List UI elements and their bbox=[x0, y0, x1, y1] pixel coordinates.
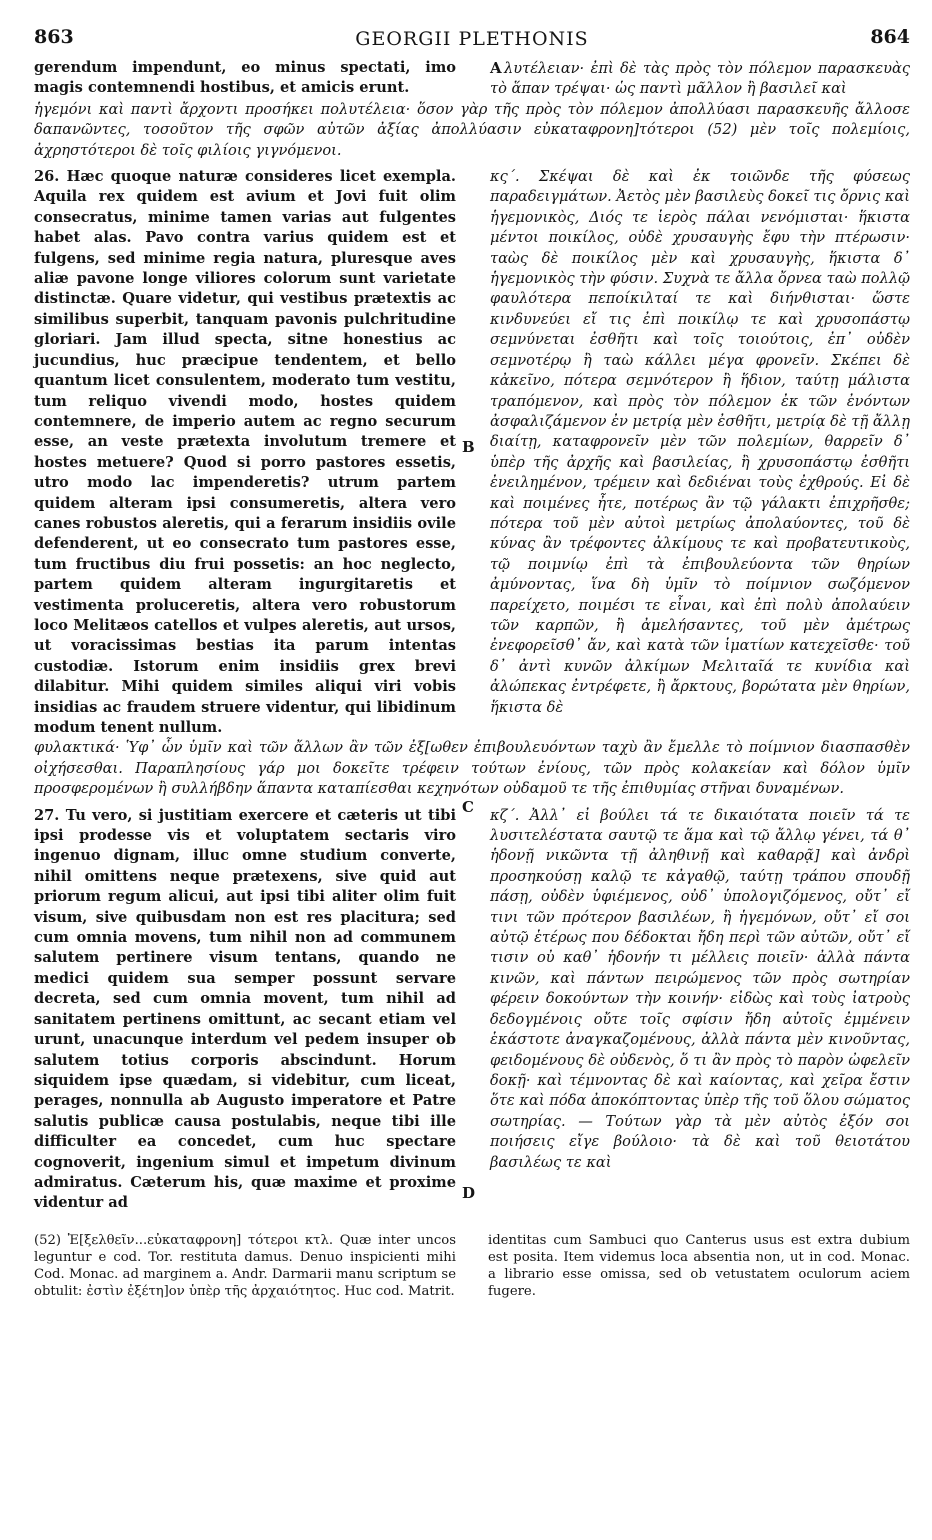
running-title: GEORGII PLETHONIS bbox=[355, 28, 589, 50]
page-number-right: 864 bbox=[870, 26, 910, 48]
page bbox=[34, 24, 910, 1524]
top-block bbox=[34, 58, 910, 100]
footnotes bbox=[34, 1232, 910, 1300]
greek-top-text: λυτέλειαν· ἐπὶ δὲ τὰς πρὸς τὸν πόλεμον παρασκευὰς τὸ ἅπαν τρέψαι· ὡς παντὶ μᾶλλον ἢ βασιλεῖ καὶ bbox=[490, 60, 910, 98]
margin-marker-b: B bbox=[462, 438, 475, 456]
margin-marker-d: D bbox=[462, 1184, 476, 1202]
footnote-right: identitas cum Sambuci quo Canterus usus est extra dubium est posita. Item videmus loca absentia non, ut in cod. Monac. a librario esse omissa, sed ob vetustatem oculorum aciem fugere. bbox=[488, 1232, 910, 1299]
running-header bbox=[34, 24, 910, 58]
greek-top bbox=[490, 58, 910, 100]
page-number-left: 863 bbox=[34, 26, 74, 48]
latin-27: 27. Tu vero, si justitiam exercere et cæteris ut tibi ipsi prodesse vis et voluptatem sectaris viro ingenuo dignam, illuc omne studium converte, nihil omittens neque prætexens, sive quid aut priorum regum alicui, aut ipsi tibi aliter olim fuit visum, sive quibusdam non est res placitura; sed cum omnia movens, tum nihil non ad communem salutem pertinere visum tentans, quando ne medici quidem sua semper possunt servare decreta, sed cum omnia movent, tum nihil ad sanitatem pertinens omittunt, ac secant etiam vel urunt, unacunque interdum vel pedem insuper ob salutem totius corporis abscindunt. Horum siquidem ipse quædam, si videbitur, cum liceat, perages, nonnulla ab Augusto imperatore et Patre salutis publicæ causa postulabis, neque tibi ille difficulter ea concedet, cum huc spectare cognoverit, ingenium simul et impetum divinum admiratus. Cæterum his, quæ maxime et proxime videntur ad bbox=[34, 806, 456, 1212]
margin-marker-c: C bbox=[462, 798, 474, 816]
latin-26: 26. Hæc quoque naturæ consideres licet exempla. Aquila rex quidem est avium et Jovi fuit olim consecratus, minime tamen varias aut fulgentes habet alas. Pavo contra varius quidem est et fulgens, sed minime regia natura, pluresque aves aliæ pavone longe viliores colorum sunt varietate distinctæ. Quare videtur, qui vestibus prætextis ac similibus superbit, tanquam pavonis pulchritudine gloriari. Jam illud specta, sitne honestius ac jucundius, huc præcipue tendentem, et bello quantum licet consulentem, moderato tum vestitu, tum reliquo vivendi modo, hostes quidem contemnere, de imperio autem ac regno securum esse, an veste prætexta involutum tremere et hostes metuere? Quod si porro pastores essetis, utro modo lac impenderetis? utrum partem quidem alteram ipsi consumeretis, altera vero canes robustos aleretis, qui a ferarum insidiis ovile defenderent, ut eo consecrato tum pastores esse, tum fructibus diu frui possetis: an hoc neglecto, partem quidem alteram ingurgitaretis et vestimenta proluceretis, altera vero robustorum loco Melitæos catellos et vulpes aleretis, aut ursos, ut voracissimas bestias ita parum intentas custodiæ. Istorum enim insidiis grex brevi dilabitur. Mihi quidem similes aliqui viri vobis insidias ac fraudem struere videntur, qui libidinum modum tenent nullum. bbox=[34, 168, 456, 736]
greek-26-full: φυλακτικά· Ὑφ᾽ ὧν ὑμῖν καὶ τῶν ἄλλων ἂν τῶν ἐξ[ωθεν ἐπιβουλευόντων ταχὺ ἂν ἔμελλε τὸ ποίμνιον διασπασθὲν οἰχήσεσθαι. Παραπλησίους γάρ μοι δοκεῖτε τρέφειν τούτων ἐνίους, τῶν πρὸς κολακείαν καὶ δόλον ὑμῖν προσφερομένων ἢ συλλήβδην ἅπαντα καταπίεσθαι κεχηνότων οὐδαμοῦ τε τῆς ἐπιθυμίας στῆναι δυναμένων. bbox=[34, 739, 910, 798]
latin-top: gerendum impendunt, eo minus spectati, imo magis contemnendi hostibus, et amicis erunt. bbox=[34, 59, 456, 97]
section-27 bbox=[34, 806, 910, 1214]
margin-marker-a: A bbox=[490, 59, 502, 77]
greek-top-full: ἡγεμόνι καὶ παντὶ ἄρχοντι προσήκει πολυτέλεια· ὅσον γὰρ τῆς πρὸς τὸν πόλεμον ἀπολλύασι παρασκευῆς ἄλλοσε δαπανῶντες, τοσοῦτον τῆς σφῶν αὐτῶν ἀξίας ἀπολλύασιν εὐκαταφρονη]τότεροι (52) μὲν τοῖς πολεμίοις, ἀχρηστότεροι δὲ τοῖς φιλίοις γιγνόμενοι. bbox=[34, 100, 910, 159]
greek-26: κς΄. Σκέψαι δὲ καὶ ἐκ τοιῶνδε τῆς φύσεως παραδειγμάτων. Ἀετὸς μὲν βασιλεὺς δοκεῖ τις ὄρνις καὶ ἡγεμονικὸς, Διός τε ἱερὸς πάλαι νενόμισται· ἥκιστα μέντοι ποικίλος, οὐδὲ χρυσαυγὴς ἔφυ τὴν πτέρωσιν· ταὼς δὲ ποικίλος μὲν καὶ χρυσαυγὴς, ἥκιστα δ᾽ ἡγεμονικὸς τὴν φύσιν. Συχνὰ τε ἄλλα ὄρνεα ταὼ πολλῷ φαυλότερα πεποίκιλταί τε καὶ διήνθισται· ὥστε κινδυνεύει εἴ τις ἐπὶ ποικίλῳ τε καὶ χρυσοπάστῳ σεμνύνεται ἐσθῆτι καὶ τοῖς τοιούτοις, ἐπ᾽ οὐδὲν σεμνοτέρῳ ἢ ταὼ κάλλει μέγα φρονεῖν. Σκέπει δὲ κἀκεῖνο, πότερα σεμνότερον ἢ ἥδιον, ταύτῃ μάλιστα τραπόμενον, καὶ πρὸς τὸν πόλεμον ἐκ τῶν ἐνόντων ἀσφαλιζάμενον ἐν μετρίᾳ μὲν ἐσθῆτι, μετρίᾳ δὲ τῇ ἄλλῃ διαίτῃ, καταφρονεῖν μὲν τῶν πολεμίων, θαρρεῖν δ᾽ ὑπὲρ τῆς ἀρχῆς καὶ βασιλείας, ἢ χρυσοπάστῳ ἐσθῆτι ἐνειλημένον, τρέμειν καὶ δεδιέναι τοὺς ἐχθρούς. Εἰ δὲ καὶ ποιμένες ἦτε, ποτέρως ἂν τῷ γάλακτι ἐπιχρῆσθε; πότερα τοῦ μὲν αὐτοὶ μετρίως ἀπολαύοντες, τοῦ δὲ κύνας ἂν τρέφοντες ἀλκίμους τε καὶ προβατευτικοὺς, τῷ ποιμνίῳ ἐπὶ τὰ ἐπιβουλεύοντα τῶν θηρίων ἀμύνοντας, ἵνα δὴ ὑμῖν τὸ ποίμνιον σωζόμενον παρείχετο, ποιμέσι τε εἶναι, καὶ ἐπὶ πολὺ ἀπολαύειν τῶν καρπῶν, ἢ ἀμελήσαντες, τοῦ μὲν ἀμέτρως ἐνεφορεῖσθ᾽ ἄν, καὶ κατὰ τῶν ἱματίων κατεχεῖσθε· τοῦ δ᾽ ἀντὶ κυνῶν ἀλκίμων Μελιταῖά τε κυνίδια καὶ ἀλώπεκας ἐντρέφετε, ἢ ἄρκτους, βορώτατα μὲν θηρίων, ἥκιστα δὲ bbox=[490, 168, 910, 716]
greek-27: κζ΄. Ἀλλ᾽ εἰ βούλει τά τε δικαιότατα ποιεῖν τά τε λυσιτελέστατα σαυτῷ τε ἅμα καὶ τῷ ἄλλῳ γένει, τά θ᾽ ἡδονῇ νικῶντα τῇ ἀληθινῇ καὶ καθαρᾷ] καὶ ἀνδρὶ προσηκούσῃ καλῷ τε κἀγαθῷ, ταύτῃ τράπου σπουδῇ πάσῃ, οὐδὲν ὑφιέμενος, οὐδ᾽ ὑπολογιζόμενος, οὔτ᾽ εἴ τινι τῶν πρότερον βασιλέων, ἢ ἡγεμόνων, οὔτ᾽ εἴ σοι αὐτῷ ἑτέρως που δέδοκται ἤδη περὶ τῶν αὐτῶν, οὔτ᾽ εἴ τισιν οὐ καθ᾽ ἡδονήν τι μέλλεις ποιεῖν· ἀλλὰ πάντα κινῶν, καὶ πάντων πειρώμενος τῶν πρὸς σωτηρίαν φέρειν δοκούντων τὴν κοινήν· εἰδὼς καὶ τοὺς ἰατροὺς δεδογμένοις οὔτε τοῖς σφίσιν ἤδη αὐτοῖς ἐμμένειν ἑκάστοτε ἀναγκαζομένους, ἀλλὰ πάντα μὲν κινοῦντας, φειδομένους δὲ οὐδενὸς, ὅ τι ἂν πρὸς τὸ παρὸν ὠφελεῖν δοκῇ· καὶ τέμνοντας δὲ καὶ καίοντας, καὶ χεῖρα ἔστιν ὅτε καὶ πόδα ἀποκόπτοντας ὑπὲρ τῆς τοῦ ὅλου σώματος σωτηρίας. — Τούτων γὰρ τὰ μὲν αὐτὸς ἐξόν σοι ποιήσεις εἴγε βούλοιο· τὰ δὲ καὶ τοῦ θειοτάτου βασιλέως τε καὶ bbox=[490, 806, 910, 1171]
footnote-left: (52) Ἐ[ξελθεῖν...εὐκαταφρονη] τότεροι κτλ. Quæ inter uncos leguntur e cod. Tor. restituta damus. Denuo inspicienti mihi Cod. Monac. ad marginem a. Andr. Darmarii manu scriptum se obtulit: ἐστὶν ἐξέτη]ον ὑπὲρ τῆς ἀρχαιότητος. Huc cod. Matrit. bbox=[34, 1232, 456, 1299]
